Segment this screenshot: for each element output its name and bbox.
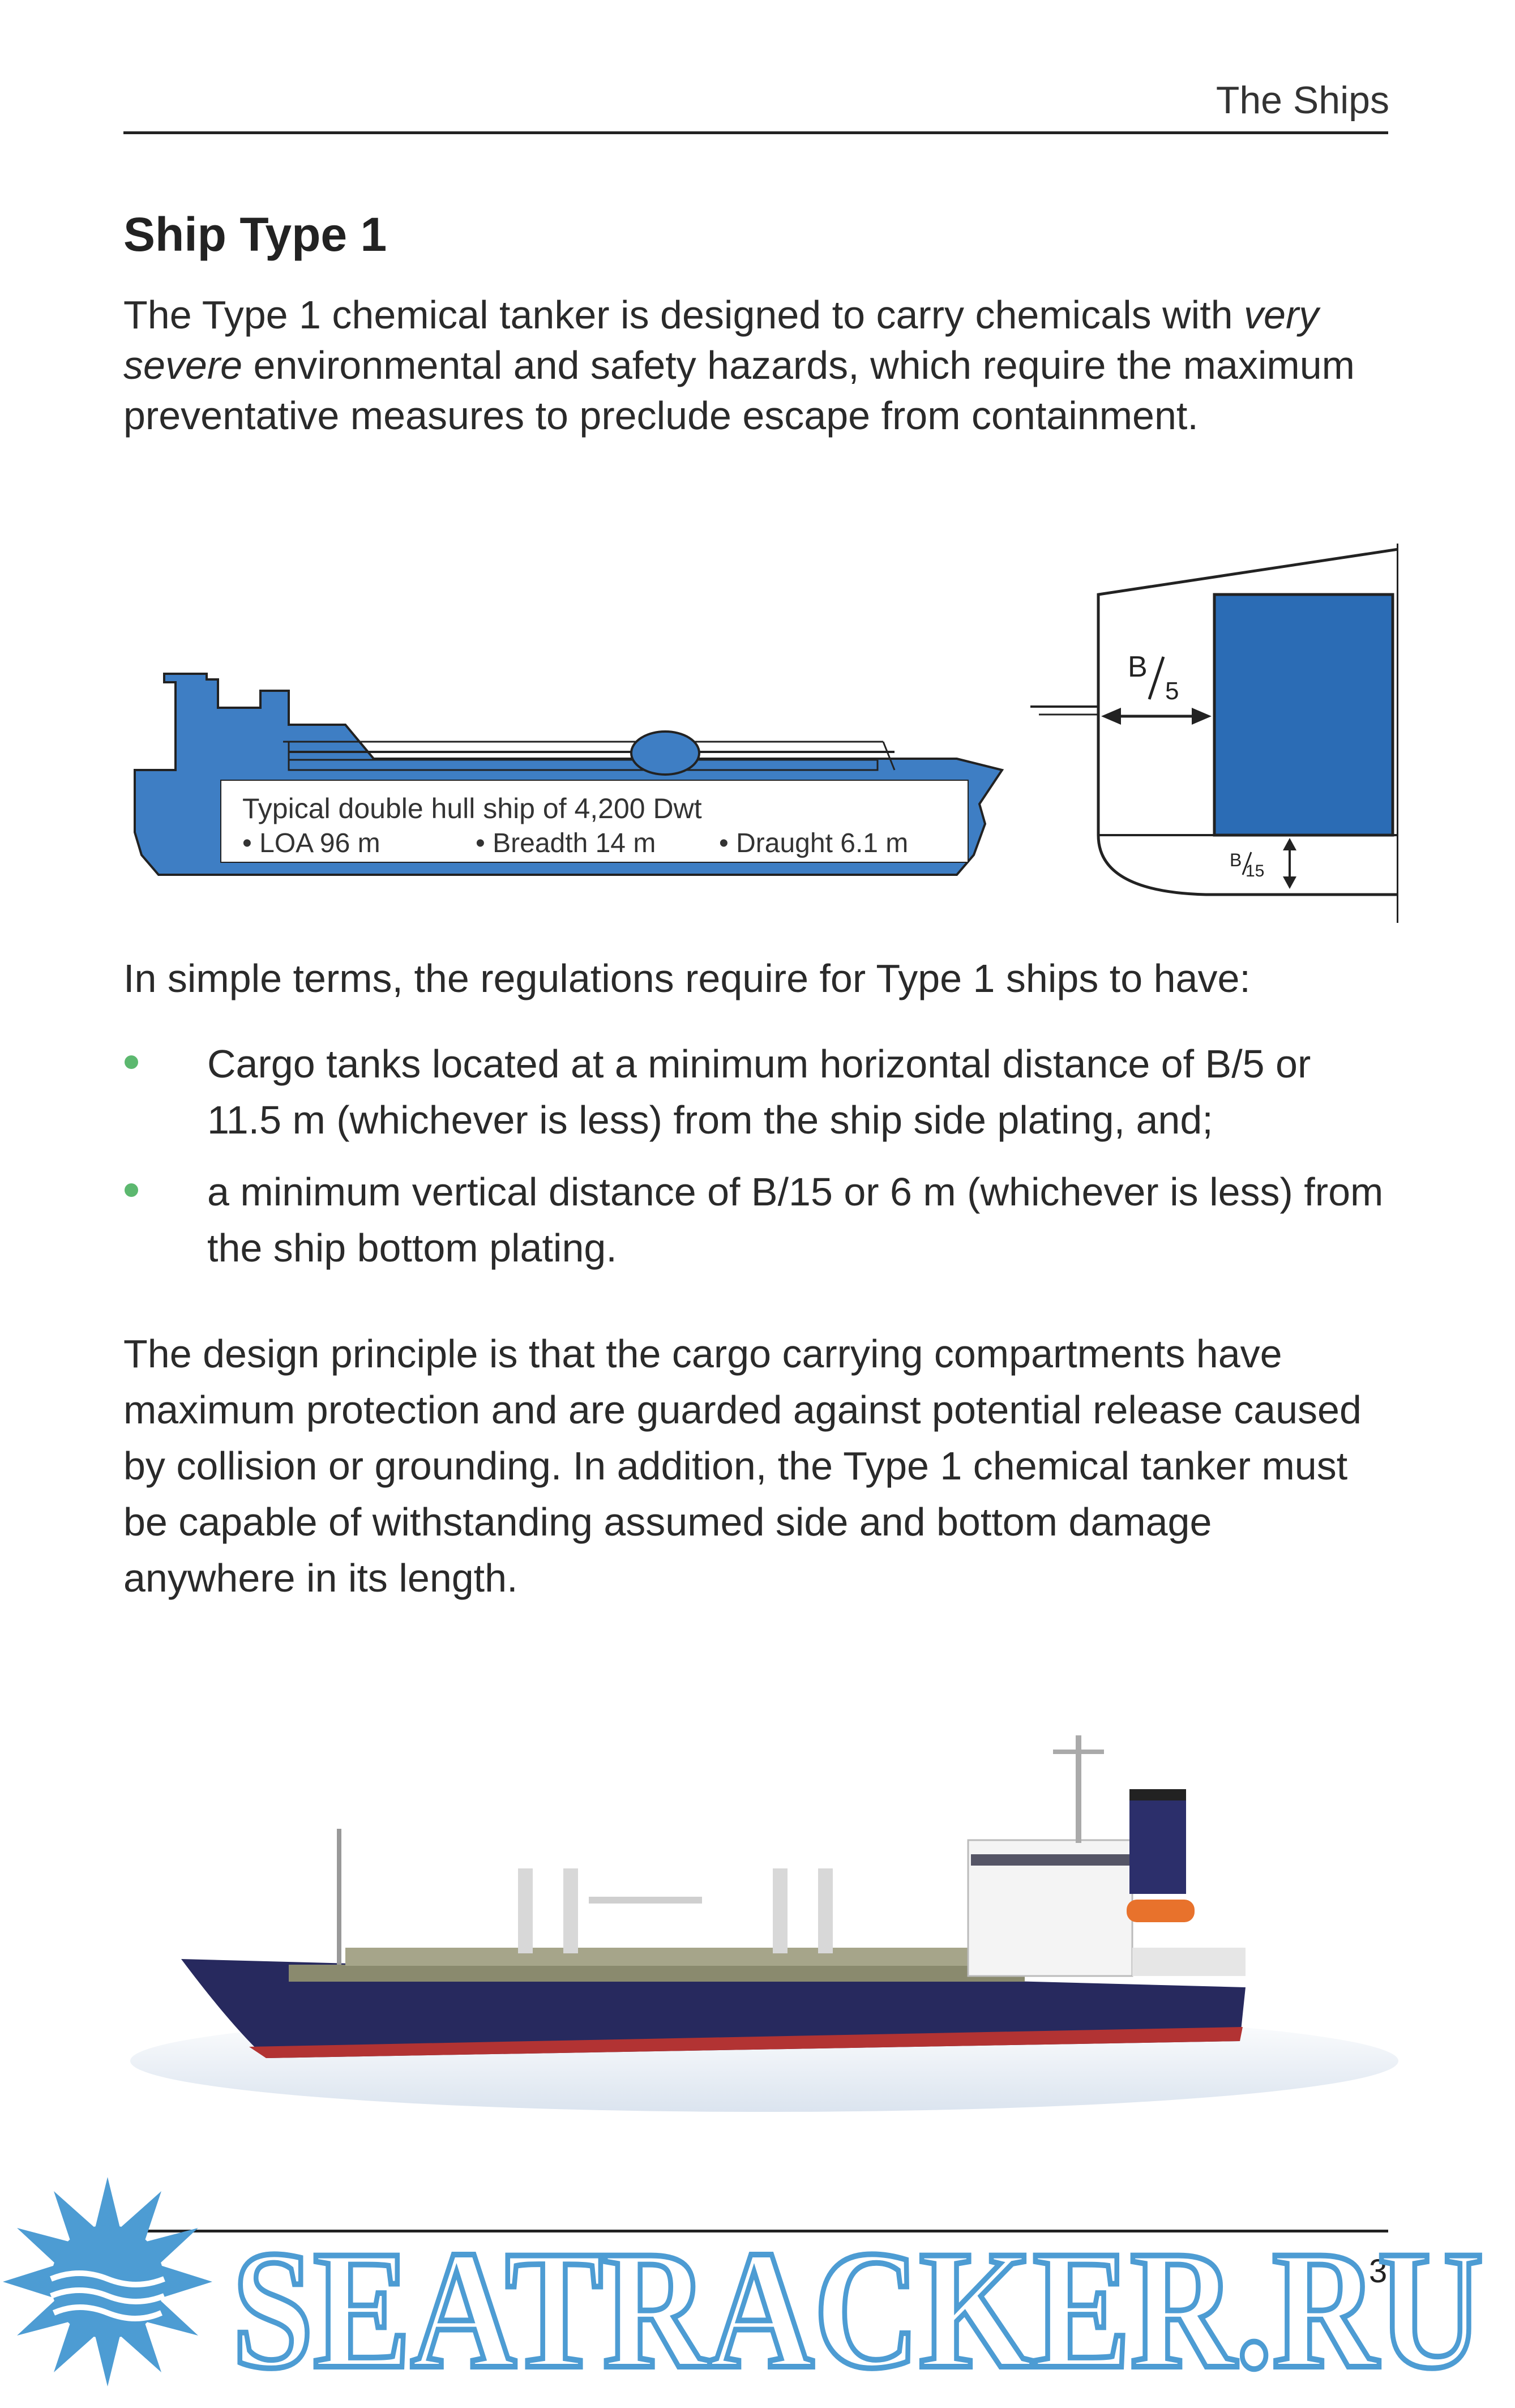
lifeboat xyxy=(1127,1900,1195,1922)
intro-text-end: environmental and safety hazards, which require the maximum preventative measures to preclude escape from containment. xyxy=(123,343,1355,438)
intro-paragraph xyxy=(123,290,1392,441)
bottom-label-denominator: 15 xyxy=(1246,862,1265,880)
watermark xyxy=(0,2152,1515,2405)
intro-text-start: The Type 1 chemical tanker is designed to carry chemicals with xyxy=(123,293,1244,337)
list-item xyxy=(123,1036,1392,1148)
crane-post-2 xyxy=(563,1868,578,1953)
watermark-svg xyxy=(0,2152,1515,2405)
deck-dome xyxy=(631,732,699,775)
side-label-numerator: B xyxy=(1128,651,1148,683)
radar-crossbar xyxy=(1053,1750,1104,1754)
requirement-text: a minimum vertical distance of B/15 or 6 m (whichever is less) from the ship bottom plating. xyxy=(207,1170,1384,1270)
section-title: Ship Type 1 xyxy=(123,208,387,261)
diagram-draught: • Draught 6.1 m xyxy=(719,828,909,858)
page-number: 3 xyxy=(1369,2253,1388,2290)
bullet-icon xyxy=(125,1055,138,1069)
tanker-photo-svg xyxy=(119,1631,1410,2129)
header-rule xyxy=(123,131,1388,134)
diagram-breadth: • Breadth 14 m xyxy=(476,828,656,858)
bullet-icon xyxy=(125,1183,138,1197)
crane-post-4 xyxy=(818,1868,833,1953)
intro-emphasis: very severe xyxy=(123,293,1319,387)
tanker-photo xyxy=(119,1631,1410,2129)
crane-arm xyxy=(589,1897,702,1904)
requirement-text: Cargo tanks located at a minimum horizontal distance of B/5 or 11.5 m (whichever is less) from the ship side plating, and; xyxy=(207,1042,1311,1142)
bottom-label-numerator: B xyxy=(1230,850,1242,870)
tanker-deck xyxy=(289,1965,1025,1982)
deck-tank-top xyxy=(289,760,878,770)
mast-forward xyxy=(337,1829,341,1965)
design-paragraph: The design principle is that the cargo carrying compartments have maximum protection and are guarded against potential release caused by collision or grounding. In addition, the Type 1 chemical tanker must be capable of withstanding assumed side and bottom damage anywhere in its length. xyxy=(123,1332,1362,1600)
sun-logo-icon xyxy=(3,2177,212,2386)
tanker-deck-equipment xyxy=(345,1948,996,1966)
aft-deck xyxy=(1132,1948,1246,1976)
funnel-top xyxy=(1129,1789,1186,1800)
crane-post-1 xyxy=(518,1868,533,1953)
ship-diagram-svg xyxy=(119,538,1398,923)
diagram-caption: Typical double hull ship of 4,200 Dwt xyxy=(242,793,702,824)
side-label-denominator: 5 xyxy=(1165,677,1179,705)
requirements-list xyxy=(123,1036,1392,1292)
cargo-tank xyxy=(1214,594,1393,835)
funnel xyxy=(1129,1798,1186,1894)
watermark-text: SEATRACKER.RU xyxy=(232,2215,1483,2403)
crane-post-3 xyxy=(773,1868,788,1953)
diagram-loa: • LOA 96 m xyxy=(242,828,380,858)
list-item xyxy=(123,1164,1392,1276)
bridge-windows xyxy=(971,1854,1129,1866)
ship-diagram xyxy=(119,538,1398,923)
requirements-lead: In simple terms, the regulations require for Type 1 ships to have: xyxy=(123,956,1251,1000)
running-header: The Ships xyxy=(1216,79,1389,122)
